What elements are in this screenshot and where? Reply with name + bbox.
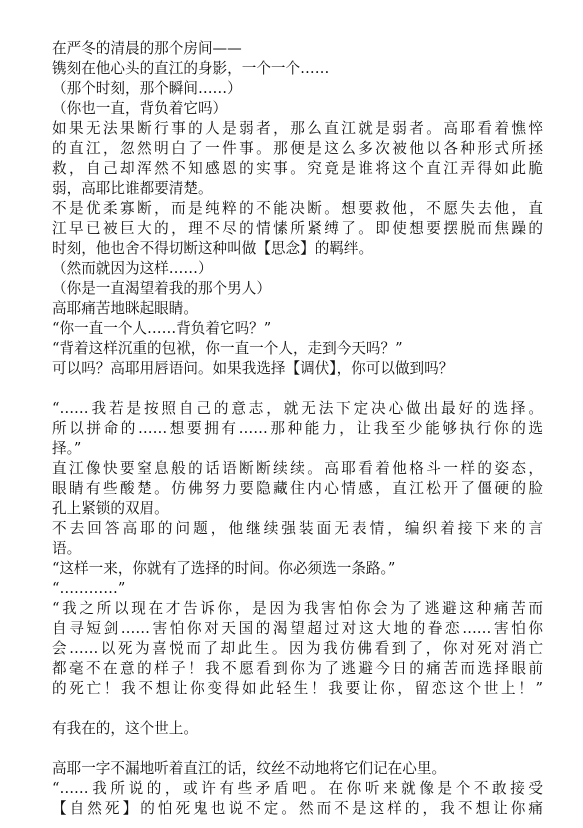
blank-line (52, 739, 543, 759)
text-line: 会……以死为喜悦而了却此生。因为我仿佛看到了，你对死对消亡 (52, 640, 543, 657)
text-line: 镌刻在他心头的直江的身影，一个一个…… (52, 60, 330, 77)
text-line: 的死亡！我不想让你变得如此轻生！我要让你，留恋这个世上！” (52, 680, 543, 697)
text-line: 【自然死】的怕死鬼也说不定。然而不是这样的，我不想让你痛 (52, 800, 543, 817)
text-line: 江早已被巨大的，理不尽的情愫所紧缚了。即使想要摆脱而焦躁的 (52, 220, 543, 237)
text-line: 择。” (52, 440, 82, 457)
text-line: 如果无法果断行事的人是弱者，那么直江就是弱者。高耶看着憔悴 (52, 120, 543, 137)
text-line: 弱，高耶比谁都要清楚。 (52, 180, 213, 197)
text-line: 高耶一字不漏地听着直江的话，纹丝不动地将它们记在心里。 (52, 760, 447, 777)
blank-line (52, 699, 543, 719)
text-line: （你是一直渴望着我的那个男人） (52, 280, 271, 297)
text-line: 孔上紧锁的双眉。 (52, 500, 169, 517)
text-line: （你也一直，背负着它吗） (52, 100, 228, 117)
text-line: 所以拼命的……想要拥有……那种能力，让我至少能够执行你的选 (52, 420, 543, 437)
blank-line (52, 379, 543, 399)
text-line: “……我若是按照自己的意志，就无法下定决心做出最好的选择。 (52, 400, 543, 417)
text-line: 有我在的，这个世上。 (52, 720, 198, 737)
text-line: 时刻，他也舍不得切断这种叫做【思念】的羁绊。 (52, 240, 374, 257)
text-line: “背着这样沉重的包袱，你一直一个人，走到今天吗？” (52, 340, 403, 357)
text-line: “这样一来，你就有了选择的时间。你必须选一条路。” (52, 560, 396, 577)
text-line: 可以吗？高耶用唇语问。如果我选择【调伏】，你可以做到吗？ (52, 360, 454, 377)
text-line: 直江像快要窒息般的话语断断续续。高耶看着他格斗一样的姿态， (52, 460, 543, 477)
text-line: 高耶痛苦地眯起眼睛。 (52, 300, 198, 317)
text-line: 不是优柔寡断，而是纯粹的不能决断。想要救他，不愿失去他，直 (52, 200, 543, 217)
text-line: 救，自己却浑然不知感恩的实事。究竟是谁将这个直江弄得如此脆 (52, 160, 543, 177)
text-line: 自寻短剑……害怕你对天国的渴望超过对这大地的眷恋……害怕你 (52, 620, 543, 637)
text-line: 眼睛有些酸楚。仿佛努力要隐藏住内心情感，直江松开了僵硬的脸 (52, 480, 543, 497)
text-line: “…………” (52, 580, 126, 597)
text-line: （那个时刻，那个瞬间……） (52, 80, 242, 97)
text-line: 语。 (52, 540, 82, 557)
text-line: “……我所说的，或许有些矛盾吧。在你听来就像是个不敢接受 (52, 780, 543, 797)
text-line: 不去回答高耶的问题，他继续强装面无表情，编织着接下来的言 (52, 520, 543, 537)
text-line: 在严冬的清晨的那个房间—— (52, 40, 242, 57)
text-line: （然而就因为这样……） (52, 260, 213, 277)
text-line: 都毫不在意的样子！我不愿看到你为了逃避今日的痛苦而选择眼前 (52, 660, 543, 677)
text-line: “我之所以现在才告诉你，是因为我害怕你会为了逃避这种痛苦而 (52, 600, 543, 617)
text-line: 的直江，忽然明白了一件事。那便是这么多次被他以各种形式所拯 (52, 140, 543, 157)
text-line: “你一直一个人……背负着它吗？” (52, 320, 272, 337)
